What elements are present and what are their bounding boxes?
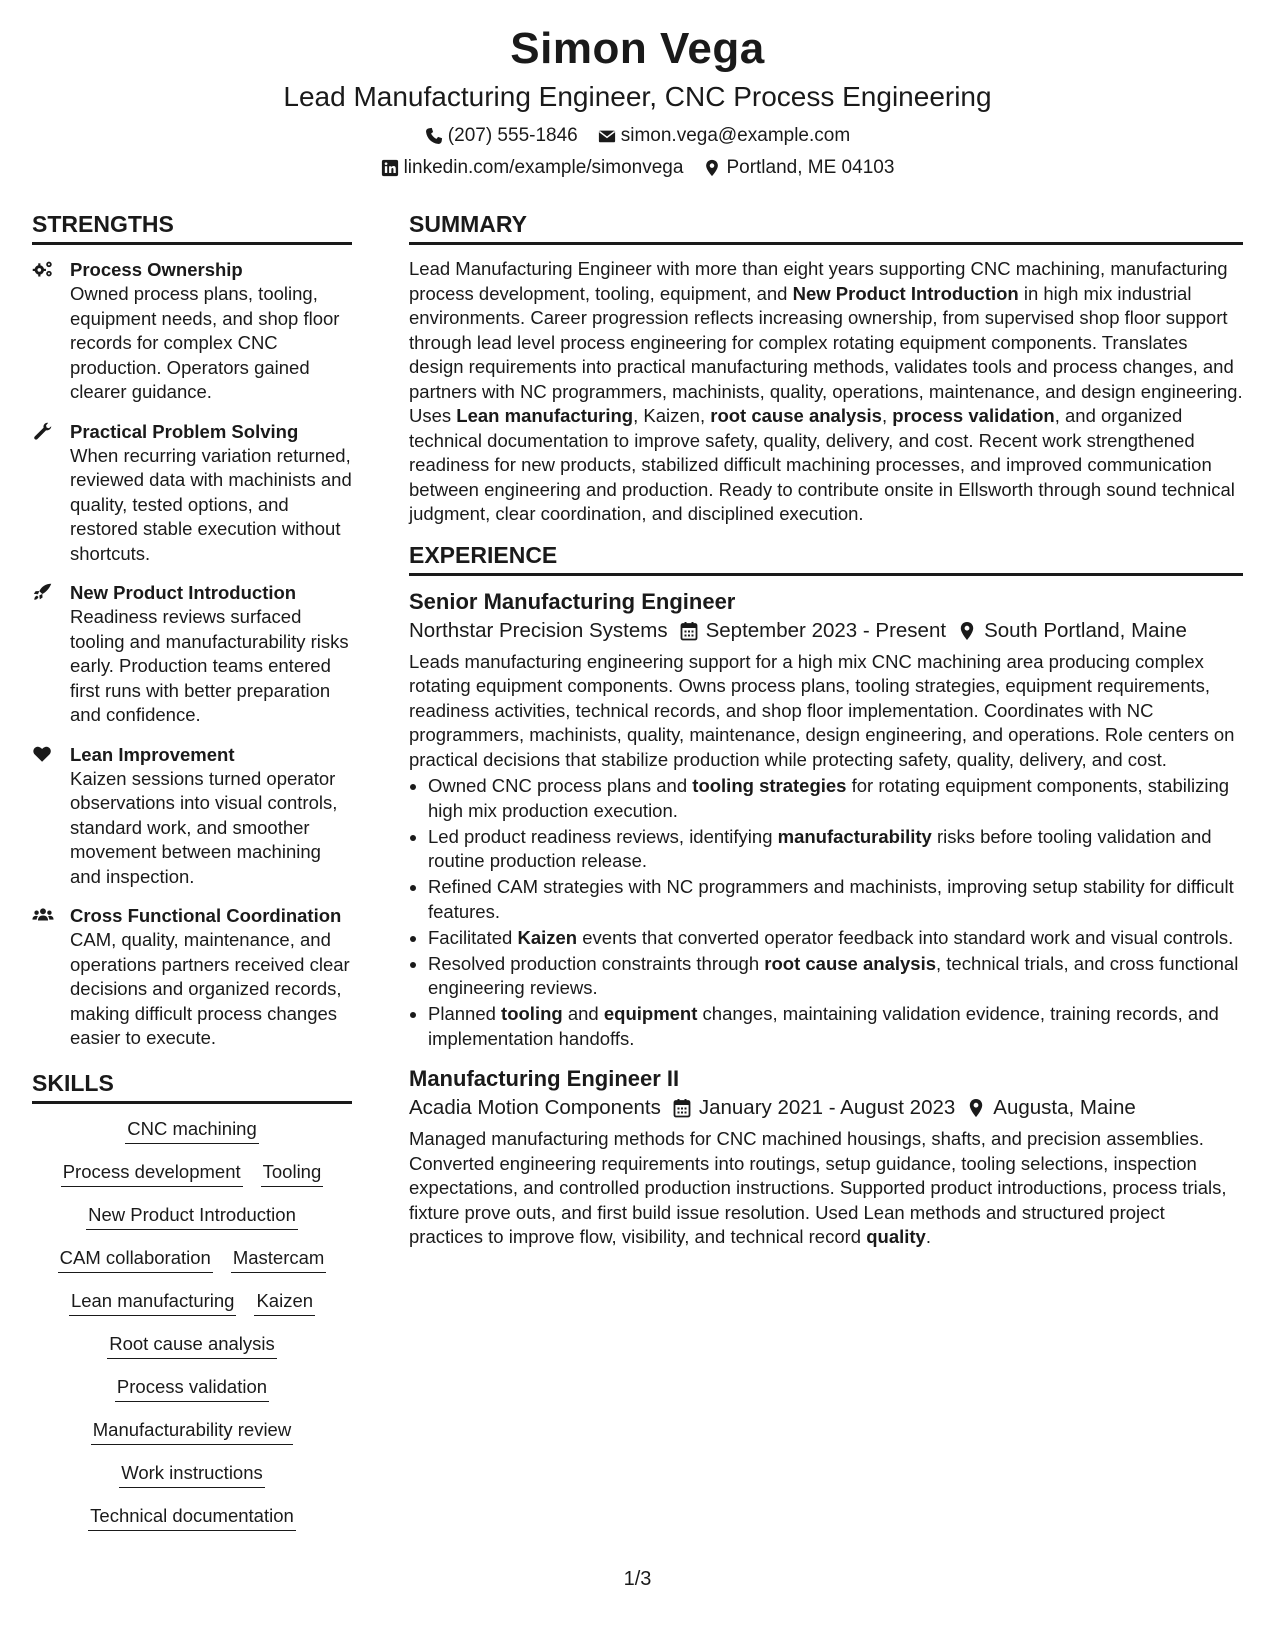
skill-row (32, 1503, 352, 1531)
strength-title: New Product Introduction (70, 582, 297, 603)
skill-row (32, 1460, 352, 1488)
achievement-item (428, 875, 1243, 924)
skills-list (32, 1116, 352, 1531)
linkedin-text: linkedin.com/example/simonvega (403, 157, 684, 178)
skill-tag: Root cause analysis (107, 1331, 277, 1359)
job-dates (680, 616, 946, 646)
strength-body (70, 580, 352, 728)
linkedin-icon (381, 159, 399, 177)
job-location (967, 1093, 1135, 1123)
job-entry (409, 588, 1243, 1052)
envelope-icon (598, 127, 616, 145)
achievement-item (428, 825, 1243, 874)
contact-row-2 (0, 156, 1275, 180)
strength-description: Owned process plans, tooling, equipment needs, and shop floor records for complex CNC production. Operators gained clearer guidance. (70, 283, 340, 402)
skill-row (32, 1288, 352, 1316)
strength-description: When recurring variation returned, reviewed data with machinists and quality, tested options, and restored stable execution without shortcuts. (70, 444, 352, 564)
map-pin-icon (967, 1098, 985, 1118)
email-text: simon.vega@example.com (620, 125, 851, 146)
skill-row (32, 1202, 352, 1230)
phone-icon (425, 127, 443, 145)
skills-heading: SKILLS (32, 1069, 352, 1104)
skill-tag: Technical documentation (88, 1503, 296, 1531)
users-icon (32, 903, 70, 1051)
bold-keyword: root cause analysis (764, 952, 937, 974)
skill-row (32, 1245, 352, 1273)
phone-contact[interactable] (425, 124, 578, 148)
phone-text: (207) 555-1846 (447, 125, 578, 146)
strength-title: Cross Functional Coordination (70, 905, 342, 926)
achievement-item (428, 926, 1243, 951)
text-segment: , (881, 405, 893, 426)
strengths-list (32, 257, 352, 1051)
strengths-heading: STRENGTHS (32, 210, 352, 245)
strength-item (32, 257, 352, 405)
company-name: Northstar Precision Systems (409, 618, 668, 642)
wrench-icon (32, 421, 54, 441)
bold-keyword: New Product Introduction (792, 282, 1019, 304)
text-segment: Planned (428, 1003, 502, 1024)
bold-keyword: equipment (603, 1003, 698, 1024)
location-text: Augusta, Maine (993, 1096, 1136, 1119)
users-icon (32, 905, 54, 925)
bold-keyword: quality (866, 1226, 926, 1247)
email-contact[interactable] (598, 124, 850, 148)
strength-item (32, 419, 352, 567)
strength-body (70, 742, 352, 890)
linkedin-contact[interactable] (381, 156, 684, 180)
map-pin-icon (703, 159, 721, 177)
skill-tag: Lean manufacturing (69, 1288, 237, 1316)
bold-keyword: Lean manufacturing (456, 405, 634, 426)
job-title: Senior Manufacturing Engineer (409, 588, 736, 614)
strength-item (32, 580, 352, 728)
strength-body (70, 903, 352, 1051)
wrench-icon (32, 419, 70, 567)
job-location (958, 616, 1187, 646)
strength-description: Kaizen sessions turned operator observations into visual controls, standard work, and smoother movement between machining and inspection. (70, 767, 338, 887)
company-name: Acadia Motion Components (409, 1096, 661, 1119)
achievement-item (428, 1002, 1243, 1051)
skill-row (32, 1374, 352, 1402)
gears-icon (32, 259, 54, 279)
job-description: Leads manufacturing engineering support for a high mix CNC machining area producing complex rotating equipment components. Owns process plans, tooling strategies, equipment requirements, readiness activities, technical records, and shop floor implementation. Coordinates with NC programmers, machinists, quality, maintenance, design engineering, and operations. Role centers on practical decisions that stabilize production while protecting safety, quality, delivery, and cost. (409, 650, 1235, 770)
text-segment: changes, maintaining validation evidence, training records, and implementation handoffs. (428, 1003, 1219, 1049)
location-text: Portland, ME 04103 (726, 157, 895, 178)
candidate-headline: Lead Manufacturing Engineer, CNC Process Engineering (283, 81, 992, 112)
contact-row-1 (0, 124, 1275, 148)
skill-row (32, 1331, 352, 1359)
text-segment: Owned CNC process plans and (428, 775, 693, 796)
strength-body (70, 419, 352, 567)
map-pin-icon (958, 621, 976, 641)
skill-row (32, 1116, 352, 1144)
text-segment: events that converted operator feedback into standard work and visual controls. (577, 926, 1234, 948)
heart-icon (32, 744, 54, 764)
dates-text: January 2021 - August 2023 (698, 1096, 956, 1119)
right-column (409, 210, 1243, 1250)
rocket-icon (32, 582, 54, 602)
skill-row (32, 1417, 352, 1445)
job-entry (409, 1065, 1243, 1250)
text-segment: Facilitated (428, 926, 518, 948)
heart-icon (32, 742, 70, 890)
bold-keyword: tooling strategies (692, 775, 847, 796)
skill-tag: Work instructions (119, 1460, 265, 1488)
strength-description: CAM, quality, maintenance, and operations partners received clear decisions and organized records, making difficult process changes easier to execute. (70, 929, 350, 1048)
text-segment: Lead Manufacturing Engineer with more than eight years supporting CNC machining, manufacturing process development, tooling, equipment, and (409, 258, 1228, 304)
text-segment: risks before tooling validation and routine production release. (428, 825, 1212, 871)
bold-keyword: root cause analysis (710, 405, 882, 426)
strength-title: Lean Improvement (70, 743, 235, 765)
bold-keyword: manufacturability (777, 825, 932, 847)
strength-body (70, 257, 352, 405)
resume-header (0, 22, 1275, 180)
text-segment: Refined CAM strategies with NC programmers and machinists, improving setup stability for difficult features. (428, 876, 1234, 922)
text-segment: Led product readiness reviews, identifying (428, 825, 778, 847)
strength-item (32, 742, 352, 890)
job-description (409, 1127, 1243, 1250)
calendar-icon (673, 1098, 691, 1118)
experience-heading: EXPERIENCE (409, 541, 1243, 576)
strength-item (32, 903, 352, 1051)
skill-tag: Manufacturability review (91, 1417, 293, 1445)
page-number: 1/3 (623, 1568, 652, 1590)
summary-heading: SUMMARY (409, 210, 1243, 245)
text-segment: and (562, 1003, 604, 1024)
text-segment: , technical trials, and cross functional engineering reviews. (428, 952, 1239, 998)
skill-tag: Process validation (115, 1374, 269, 1402)
skill-tag: New Product Introduction (86, 1202, 298, 1230)
experience-list (409, 588, 1243, 1250)
candidate-name: Simon Vega (510, 24, 765, 73)
dates-text: September 2023 - Present (705, 618, 947, 642)
text-segment: , and organized technical documentation to improve safety, quality, delivery, and cost. Recent work strengthened readiness for new products, stabilized difficult machining processes, and improved communication between engineering and production. Ready to contribute onsite in Ellsworth through sound technical judgment, clear coordination, and disciplined execution. (409, 405, 1235, 524)
skill-tag: CNC machining (125, 1116, 259, 1144)
skill-tag: Mastercam (231, 1245, 327, 1273)
strength-title: Practical Problem Solving (70, 420, 299, 442)
left-column (32, 210, 352, 1546)
job-dates (673, 1093, 955, 1123)
location-text: South Portland, Maine (984, 618, 1187, 642)
gears-icon (32, 257, 70, 405)
skill-row (32, 1159, 352, 1187)
summary-text (409, 257, 1243, 527)
skill-tag: Tooling (261, 1159, 324, 1187)
text-segment: , Kaizen, (633, 405, 711, 426)
bold-keyword: process validation (892, 405, 1055, 426)
text-segment: . (925, 1226, 931, 1247)
bold-keyword: Kaizen (517, 926, 578, 948)
text-segment: Managed manufacturing methods for CNC machined housings, shafts, and precision assemblies. Converted engineering requirements into routings, setup guidance, tooling selections, inspection expectations, and controlled production instructions. Supported product introductions, process trials, fixture prove outs, and first build issue resolution. Used Lean methods and structured project practices to improve flow, visibility, and technical record (409, 1128, 1227, 1247)
text-segment: in high mix industrial environments. Career progression reflects increasing ownership, from supervised shop floor support through lead level process engineering for complex rotating equipment components. Translates design requirements into practical manufacturing methods, validates tools and process changes, and partners with NC programmers, machinists, quality, operations, maintenance, and design engineering. Uses (409, 282, 1243, 426)
bold-keyword: tooling (501, 1003, 563, 1024)
location-contact (703, 156, 894, 180)
skill-tag: Process development (61, 1159, 243, 1187)
skill-tag: CAM collaboration (58, 1245, 213, 1273)
achievement-list (409, 774, 1243, 1051)
job-meta (409, 616, 1243, 646)
strength-title: Process Ownership (70, 259, 243, 280)
calendar-icon (680, 621, 698, 641)
achievement-item (428, 952, 1243, 1001)
text-segment: for rotating equipment components, stabilizing high mix production execution. (428, 775, 1230, 821)
achievement-item (428, 774, 1243, 823)
skill-tag: Kaizen (254, 1288, 315, 1316)
job-title: Manufacturing Engineer II (409, 1066, 680, 1091)
rocket-icon (32, 580, 70, 728)
job-meta (409, 1093, 1243, 1123)
strength-description: Readiness reviews surfaced tooling and manufacturability risks early. Production teams entered first runs with better preparation and confidence. (70, 606, 349, 725)
text-segment: Resolved production constraints through (428, 952, 765, 974)
